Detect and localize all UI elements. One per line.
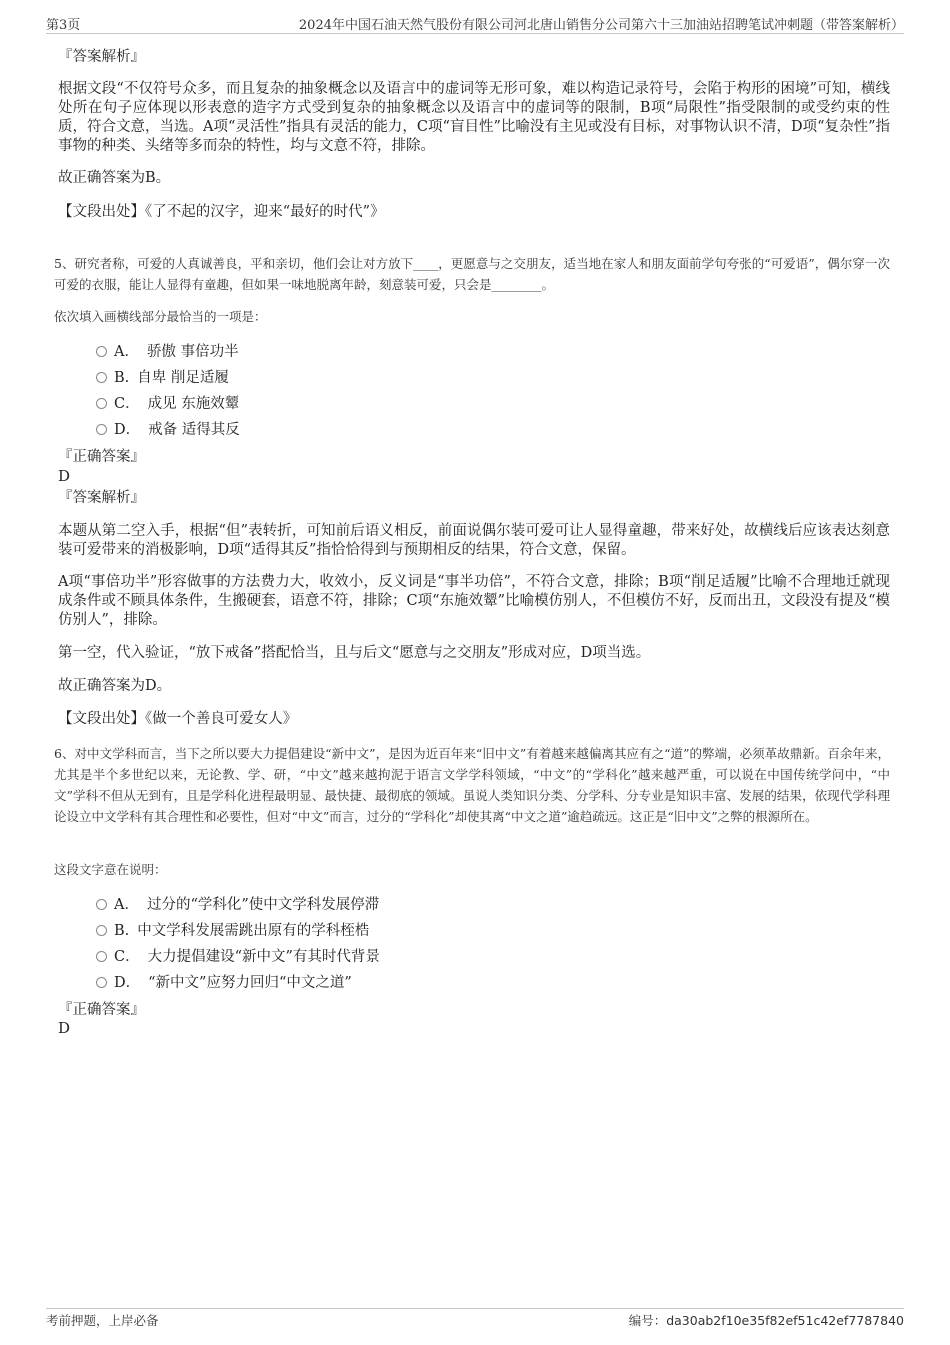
radio-icon[interactable] — [96, 977, 107, 988]
q5-analysis-paragraph-1: 本题从第二空入手，根据“但”表转折，可知前后语义相反，前面说偶尔装可爱可让人显得童趣，带来好处，故横线后应该表达刻意装可爱带来的消极影响，D项“适得其反”指恰恰得到与预期相反的结果，符合文意，保留。 — [58, 523, 890, 558]
q5-prompt: 依次填入画横线部分最恰当的一项是： — [54, 309, 267, 324]
option-text: 过分的“学科化”使中文学科发展停滞 — [146, 897, 380, 913]
q5-source: 【文段出处】《做一个善良可爱女人》 — [58, 711, 298, 727]
option-text: 戒备 适得其反 — [148, 422, 240, 438]
q5-option-d[interactable] — [96, 419, 240, 441]
code-value: da30ab2f10e35f82ef51c42ef7787840 — [666, 1313, 904, 1328]
option-letter: C． — [114, 396, 140, 412]
document-code — [629, 1311, 904, 1329]
footer-slogan: 考前押题，上岸必备 — [46, 1313, 159, 1328]
radio-icon[interactable] — [96, 925, 107, 936]
q5-analysis-label: 『答案解析』 — [58, 490, 145, 506]
q6-correct-label: 『正确答案』 — [58, 1002, 145, 1018]
option-text: 自卑 削足适履 — [137, 370, 229, 386]
q6-option-b[interactable] — [96, 920, 369, 942]
footer-divider — [46, 1308, 904, 1309]
q5-analysis-paragraph-2: A项“事倍功半”形容做事的方法费力大，收效小，反义词是“事半功倍”，不符合文意，排除；B项“削足适履”比喻不合理地迁就现成条件或不顾具体条件，生搬硬套，语意不符，排除；C项“东施效颦”比喻模仿别人，不但模仿不好，反而出丑，文段没有提及“模仿别人”，排除。 — [58, 574, 890, 628]
radio-icon[interactable] — [96, 899, 107, 910]
radio-icon[interactable] — [96, 398, 107, 409]
document-title: 2024年中国石油天然气股份有限公司河北唐山销售分公司第六十三加油站招聘笔试冲刺题（带答案解析） — [298, 18, 904, 33]
option-letter: D． — [114, 422, 141, 438]
q5-option-a[interactable] — [96, 341, 239, 363]
q6-stem: 6、对中文学科而言，当下之所以要大力提倡建设“新中文”，是因为近百年来“旧中文”有着越来越偏离其应有之“道”的弊端，必须革故鼎新。百余年来，尤其是半个多世纪以来，无论教、学、研，“中文”越来越拘泥于语言文学学科领域，“中文”的“学科化”越来越严重，可以说在中国传统学问中，“中文”学科不但从无到有，且是学科化进程最明显、最快捷、最彻底的领域。虽说人类知识分类、分学科、分专业是知识丰富、发展的结果，依现代学科理论设立中文学科有其合理性和必要性，但对“中文”而言，过分的“学科化”却使其离“中文之道”逾趋疏远。这正是“旧中文”之弊的根源所在。 — [54, 746, 890, 824]
q5-analysis-paragraph-3: 第一空，代入验证，“放下戒备”搭配恰当，且与后文“愿意与之交朋友”形成对应，D项当选。 — [58, 645, 651, 661]
q5-option-b[interactable] — [96, 367, 229, 389]
option-text: 骄傲 事倍功半 — [146, 344, 239, 360]
q5-option-c[interactable] — [96, 393, 239, 415]
radio-icon[interactable] — [96, 424, 107, 435]
q6-prompt: 这段文字意在说明： — [54, 862, 167, 877]
option-text: 大力提倡建设“新中文”有其时代背景 — [147, 949, 380, 965]
radio-icon[interactable] — [96, 346, 107, 357]
q5-correct-label: 『正确答案』 — [58, 449, 145, 465]
option-text: 中文学科发展需跳出原有的学科桎梏 — [137, 923, 370, 939]
q4-analysis-label: 『答案解析』 — [58, 49, 145, 65]
q4-answer-line: 故正确答案为B。 — [58, 170, 171, 186]
q6-option-a[interactable] — [96, 894, 379, 916]
option-letter: A． — [114, 344, 139, 360]
option-text: 成见 东施效颦 — [147, 396, 240, 412]
page-number: 第3页 — [46, 18, 81, 33]
option-letter: A． — [114, 897, 139, 913]
page-header — [46, 14, 904, 32]
option-text: “新中文”应努力回归“中文之道” — [148, 975, 352, 991]
q4-source: 【文段出处】《了不起的汉字，迎来“最好的时代”》 — [58, 204, 385, 220]
code-label: 编号： — [628, 1313, 667, 1328]
page-footer — [46, 1311, 904, 1327]
q6-option-c[interactable] — [96, 946, 380, 968]
q6-option-d[interactable] — [96, 972, 352, 994]
q5-answer-line: 故正确答案为D。 — [58, 678, 172, 694]
q5-correct-answer: D — [58, 467, 71, 485]
q5-stem: 5、研究者称，可爱的人真诚善良，平和亲切，他们会让对方放下____，更愿意与之交朋友，适当地在家人和朋友面前学句夸张的“可爱语”，偶尔穿一次可爱的衣服，能让人显得有童趣，但如果一味地脱离年龄，刻意装可爱，只会是________。 — [54, 256, 890, 292]
radio-icon[interactable] — [96, 372, 107, 383]
q6-correct-answer: D — [58, 1019, 71, 1037]
radio-icon[interactable] — [96, 951, 107, 962]
option-letter: C． — [114, 949, 140, 965]
q4-analysis-paragraph: 根据文段“不仅符号众多，而且复杂的抽象概念以及语言中的虚词等无形可象，难以构造记录符号，会陷于构形的困境”可知，横线处所在句子应体现以形表意的造字方式受到复杂的抽象概念以及语言中的虚词等的限制，B项“局限性”指受限制的或受约束的性质，符合文意，当选。A项“灵活性”指具有灵活的能力，C项“盲目性”比喻没有主见或没有目标，对事物认识不清，D项“复杂性”指事物的种类、头绪等多而杂的特性，均与文意不符，排除。 — [58, 81, 890, 154]
header-divider — [46, 33, 904, 34]
option-letter: B. — [114, 923, 130, 939]
option-letter: D． — [114, 975, 141, 991]
option-letter: B. — [114, 370, 130, 386]
